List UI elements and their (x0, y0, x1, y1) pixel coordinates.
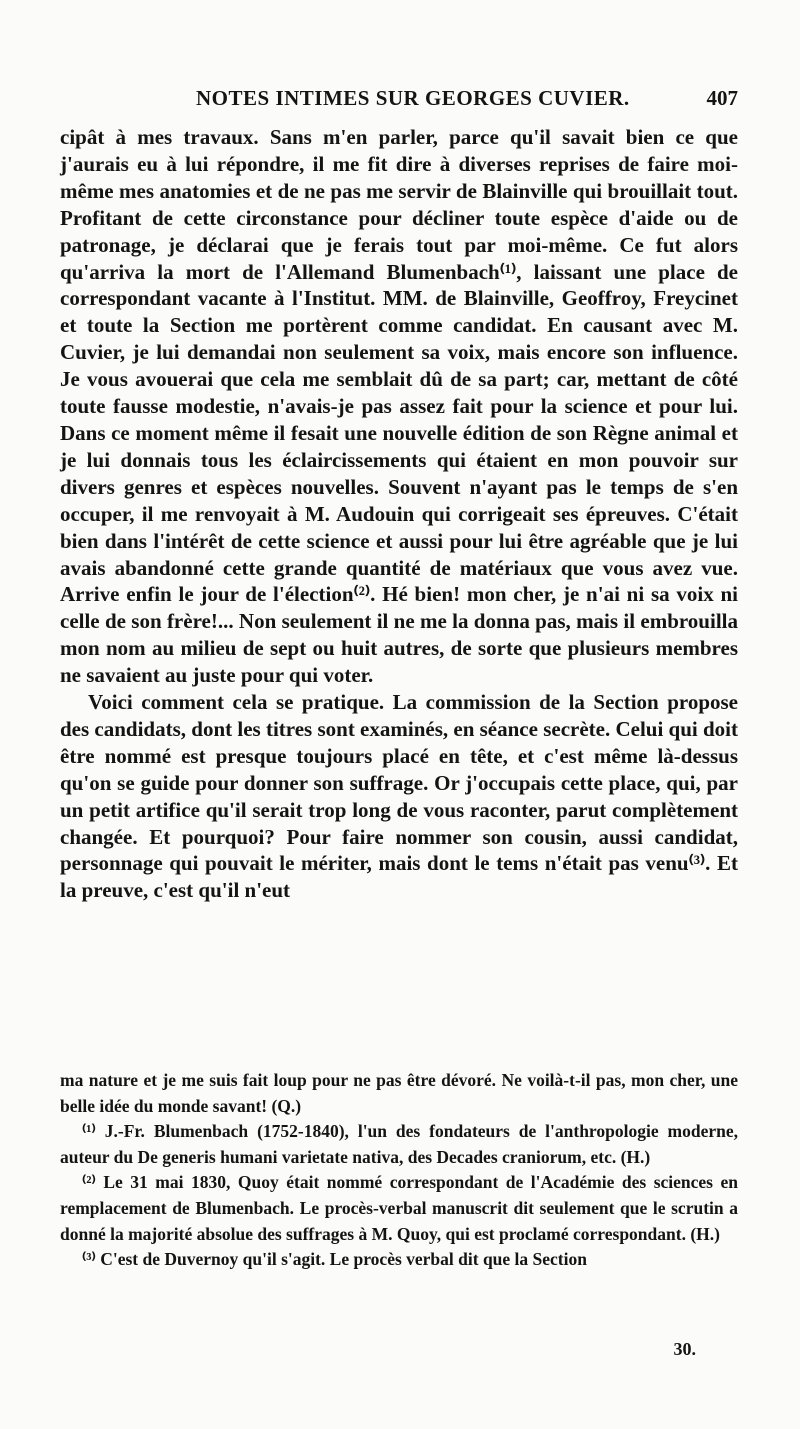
footnote-continuation: ma nature et je me suis fait loup pour ne pas être dévoré. Ne voilà-t-il pas, mon cher, une belle idée du monde savant! (Q.) (60, 1070, 738, 1116)
paragraph-2: Voici comment cela se pratique. La commission de la Section propose des candidats, dont les titres sont examinés, en séance secrète. Celui qui doit être nommé est presque toujours placé en tête, et c'est même là-dessus qu'on se guide pour donner son suffrage. Or j'occupais cette place, qui, par un petit artifice qu'il serait trop long de vous raconter, parut complètement changée. Et pourquoi? Pour faire nommer son cousin, aussi candidat, personnage qui pouvait le mériter, mais dont le tems n'était pas venu⁽³⁾. Et la preuve, c'est qu'il n'eut (60, 690, 738, 903)
paragraph-1: cipât à mes travaux. Sans m'en parler, parce qu'il savait bien ce que j'aurais eu à lui répondre, il me fit dire à diverses reprises de faire moi-même mes anatomies et de ne pas me servir de Blainville qui brouillait tout. Profitant de cette circonstance pour décliner toute espèce d'aide ou de patronage, je déclarai que je ferais tout par moi-même. Ce fut alors qu'arriva la mort de l'Allemand Blumenbach⁽¹⁾, laissant une place de correspondant vacante à l'Institut. MM. de Blainville, Geoffroy, Freycinet et toute la Section me portèrent comme candidat. En causant avec M. Cuvier, je lui demandai non seulement sa voix, mais encore son influence. Je vous avouerai que cela me semblait dû de sa part; car, mettant de côté toute fausse modestie, n'avais-je pas assez fait pour la science et pour lui. Dans ce moment même il fesait une nouvelle édition de son Règne animal et je lui donnais tous les éclaircissements qui étaient en mon pouvoir sur divers genres et espèces nouvelles. Souvent n'ayant pas le temps de s'en occuper, il me renvoyait à M. Audouin qui corrigeait ses épreuves. C'était bien dans l'intérêt de cette science et aussi pour lui être agréable que je lui avais abandonné cette grande quantité de matériaux que vous avez vue. Arrive enfin le jour de l'élection⁽²⁾. Hé bien! mon cher, je n'ai ni sa voix ni celle de son frère!... Non seulement il ne me la donna pas, mais il embrouilla mon nom au milieu de sept ou huit autres, de sorte que plusieurs membres ne savaient au juste pour qui voter. (60, 125, 738, 688)
footnote-3: ⁽³⁾ C'est de Duvernoy qu'il s'agit. Le procès verbal dit que la Section (82, 1249, 587, 1270)
main-text (60, 124, 738, 904)
footnotes (60, 1068, 738, 1273)
footnote-2: ⁽²⁾ Le 31 mai 1830, Quoy était nommé correspondant de l'Académie des sciences en remplacement de Blumenbach. Le procès-verbal manuscrit dit seulement que le scrutin a donné la majorité absolue des suffrages à M. Quoy, qui est proclamé correspondant. (H.) (60, 1172, 738, 1244)
page-number: 407 (706, 86, 738, 110)
footnote-1: ⁽¹⁾ J.-Fr. Blumenbach (1752-1840), l'un des fondateurs de l'anthropologie moderne, auteur du De generis humani varietate nativa, des Decades craniorum, etc. (H.) (60, 1121, 738, 1167)
page-header (60, 86, 740, 116)
running-head: NOTES INTIMES SUR GEORGES CUVIER. (196, 86, 630, 110)
signature-mark: 30. (673, 1339, 696, 1359)
